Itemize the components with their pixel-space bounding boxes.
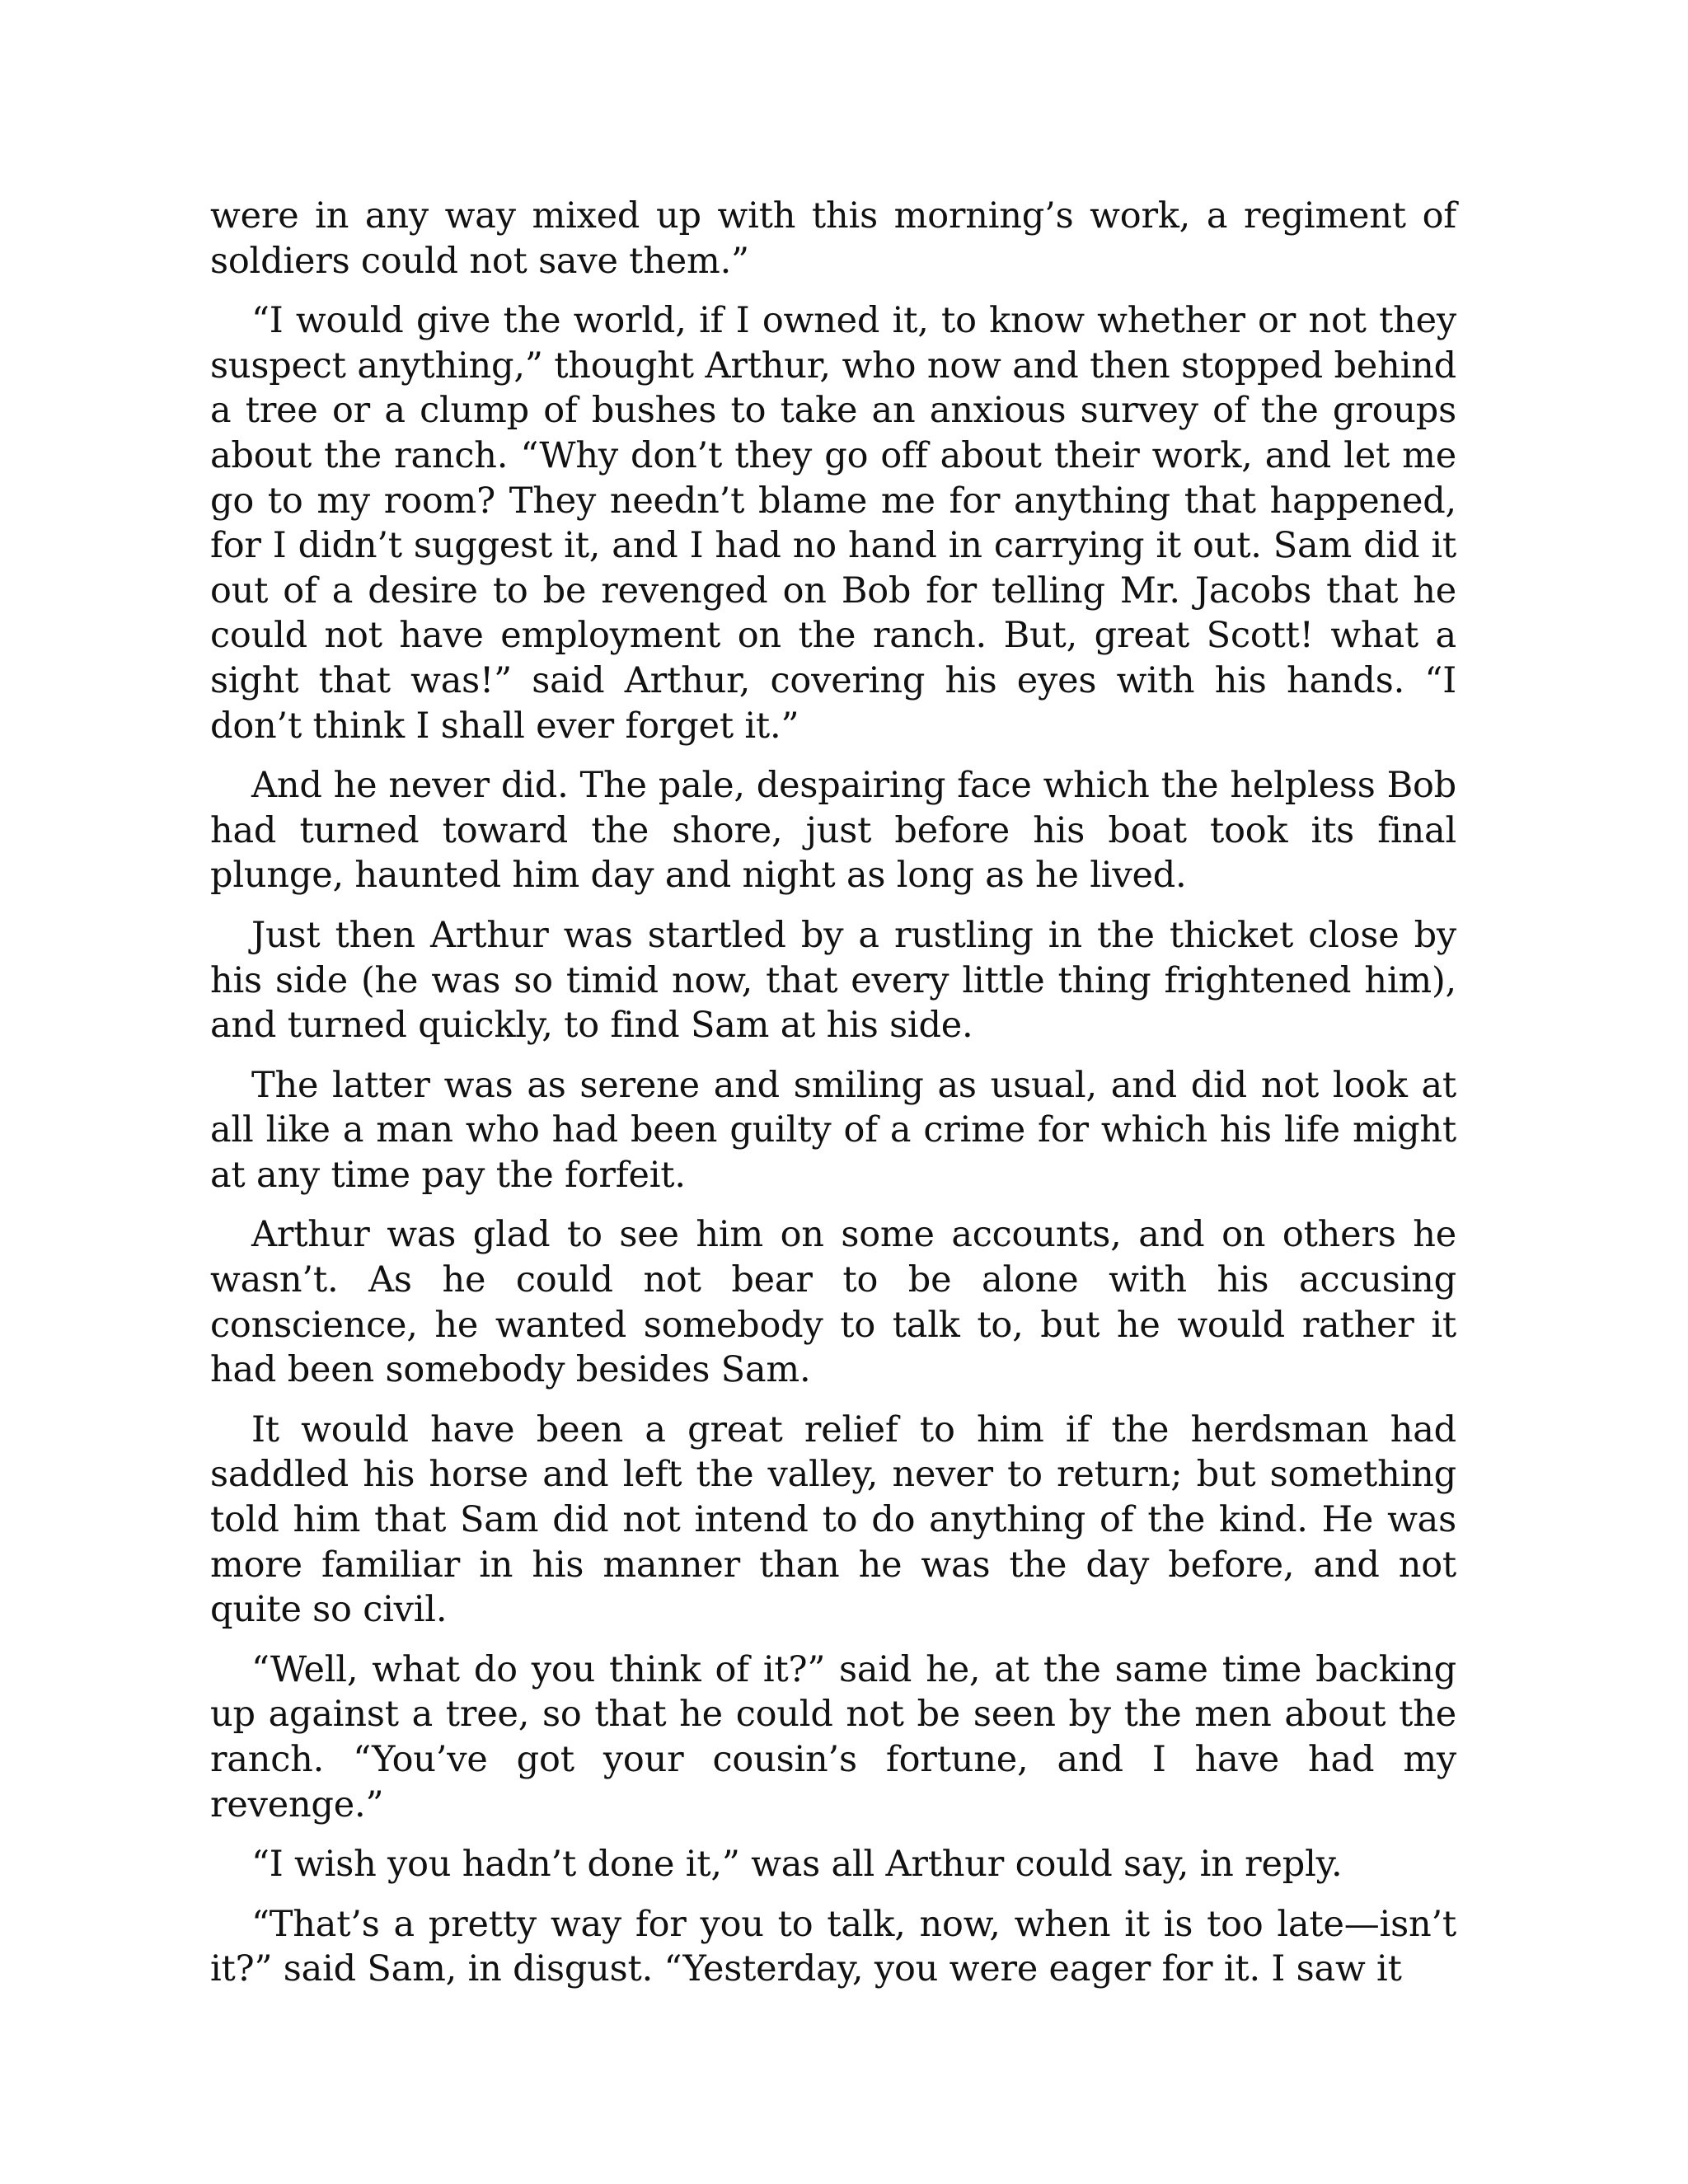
paragraph-7: It would have been a great relief to him if the herdsman had saddled his horse and left the valley, never to return; but something told him that Sam did not intend to do anything of the kind. He was more familiar in his manner than he was the day before, and not quite so civil.	[210, 1408, 1456, 1631]
paragraph-4: Just then Arthur was startled by a rustling in the thicket close by his side (he was so timid now, that every little thing frightened him), and turned quickly, to find Sam at his side.	[210, 914, 1456, 1047]
paragraph-9: “I wish you hadn’t done it,” was all Arthur could say, in reply.	[251, 1844, 1343, 1886]
paragraph-8: “Well, what do you think of it?” said he, at the same time backing up against a tree, so that he could not be seen by the men about the ranch. “You’ve got your cousin’s fortune, and I have had my revenge.”	[210, 1648, 1456, 1825]
paragraph-2: “I would give the world, if I owned it, to know whether or not they suspect anything,” thought Arthur, who now and then stopped behind a tree or a clump of bushes to take an anxious survey of the groups about the ranch. “Why don’t they go off about their work, and let me go to my room? They needn’t blame me for anything that happened, for I didn’t suggest it, and I had no hand in carrying it out. Sam did it out of a desire to be revenged on Bob for telling Mr. Jacobs that he could not have employment on the ranch. But, great Scott! what a sight that was!” said Arthur, covering his eyes with his hands. “I don’t think I shall ever forget it.”	[210, 300, 1456, 747]
paragraph-6: Arthur was glad to see him on some accounts, and on others he wasn’t. As he could not bear to be alone with his accusing conscience, he wanted somebody to talk to, but he would rather it had been somebody besides Sam.	[210, 1214, 1456, 1391]
paragraph-1: were in any way mixed up with this morning’s work, a regiment of soldiers could not save them.”	[210, 195, 1456, 282]
paragraph-5: The latter was as serene and smiling as usual, and did not look at all like a man who had been guilty of a crime for which his life might at any time pay the forfeit.	[210, 1064, 1456, 1196]
book-page	[210, 194, 1456, 2007]
paragraph-10: “That’s a pretty way for you to talk, now, when it is too late—isn’t it?” said Sam, in disgust. “Yesterday, you were eager for it. I saw it	[210, 1903, 1456, 1990]
paragraph-3: And he never did. The pale, despairing face which the helpless Bob had turned toward the shore, just before his boat took its final plunge, haunted him day and night as long as he lived.	[210, 765, 1456, 897]
